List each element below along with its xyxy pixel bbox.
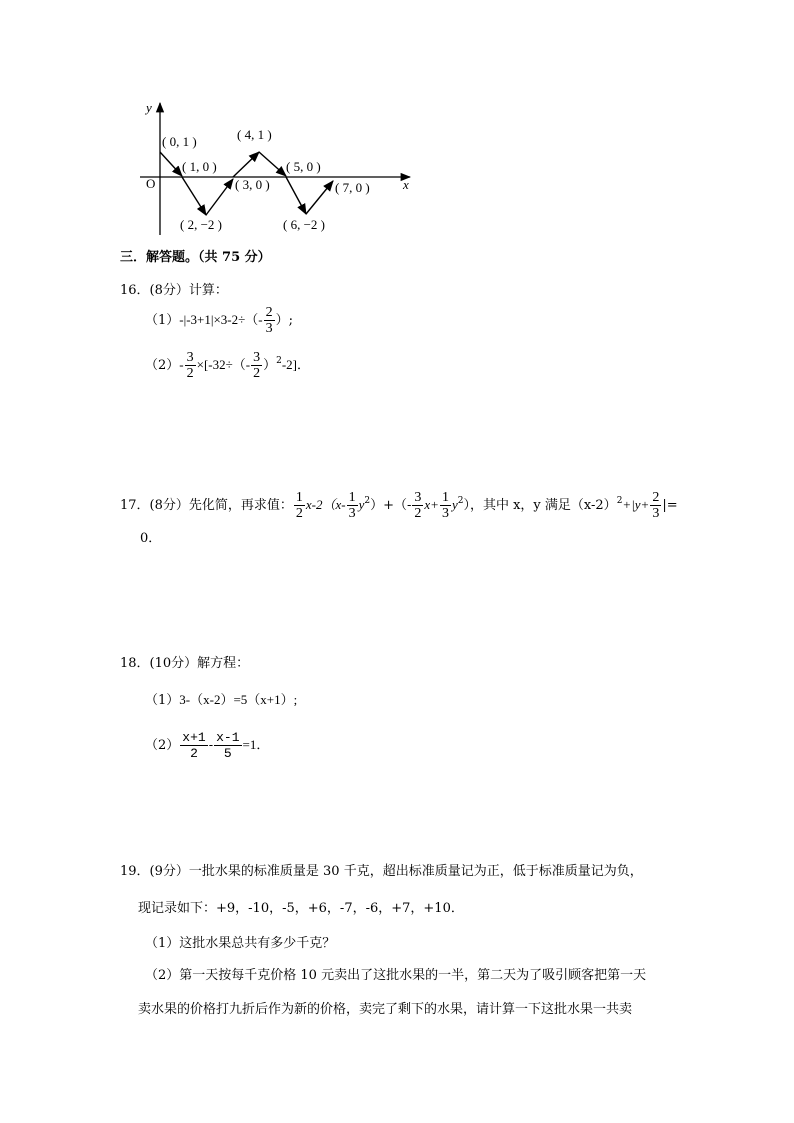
q17-fraction-5: $\frac{2}{3}$ [652, 490, 660, 521]
x-axis-label: x [403, 177, 409, 192]
point-label-0-1: ( 0, 1 ) [162, 134, 197, 149]
q16-part2-exponent: 2 [276, 356, 282, 366]
point-label-6-neg2: ( 6, −2 ) [283, 217, 325, 232]
segment-4-1-to-5-0 [259, 152, 286, 176]
point-label-5-0: ( 5, 0 ) [286, 159, 321, 174]
q19-line-5: 卖水果的价格打九折后作为新的价格，卖完了剩下的水果，请计算一下这批水果一共卖 [138, 1002, 633, 1017]
q18-part2-label: （2） [145, 738, 180, 753]
q16-part1-expression: -|-3+1|×3-2÷（ [179, 312, 259, 327]
zigzag-coordinate-graph [120, 95, 420, 240]
q16-part2: （2）- $\frac{3}{2}$ ×[-32÷（- $\frac{3}{2}$ ）$^2$-2]． [145, 350, 311, 381]
q16-part1-fraction: $\frac{2}{3}$ [265, 305, 273, 336]
segment-6-neg2-to-7-0 [306, 181, 333, 214]
q18-part2: （2） $\frac{x+1}{2}$ - $\frac{x-1}{5}$ =1． [145, 730, 270, 761]
q17-line-2: 0． [140, 531, 162, 546]
segment-1-0-to-2-neg2 [182, 177, 206, 215]
point-label-7-0: ( 7, 0 ) [335, 180, 370, 195]
q18-part2-fraction-1: $\frac{x+1}{2}$ [182, 730, 206, 761]
q18-part2-tail: =1． [242, 737, 270, 752]
q17-line-1: 17．(8分）先化简，再求值： $\frac{1}{2}$ x-2（x- $\frac{1}{3}$ $y^2)+(-$ $\frac{3}{2}$ x+ $\frac{1}{3}$ $y^2$），其中 x，y 满足$(x-2)^2+|y+$ $\frac{2}{3}$ |= [120, 490, 678, 521]
q16-part1: （1）-|-3+1|×3-2÷（- $\frac{2}{3}$ ）; [145, 305, 294, 336]
origin-label: O [146, 176, 156, 191]
q17-heading: 17．(8分）先化简，再求值： [120, 498, 293, 513]
segment-3-0-to-4-1 [233, 152, 259, 177]
q19-line-4: （2）第一天按每千克价格 10 元卖出了这批水果的一半，第二天为了吸引顾客把第一天 [145, 968, 647, 983]
q17-fraction-4: $\frac{1}{3}$ [441, 490, 449, 521]
q16-part2-label: （2） [145, 358, 180, 373]
segment-2-neg2-to-3-0 [206, 179, 233, 215]
section-3-heading: 三．解答题。（共 75 分） [120, 250, 271, 265]
q16-part2-middle: ×[-32÷（ [196, 357, 246, 372]
q18-part1 [145, 690, 297, 711]
q19-line-3: （1）这批水果总共有多少千克？ [145, 936, 336, 951]
segment-0-1-to-1-0 [160, 152, 182, 176]
q18-part1-expression: 3-（x-2）=5（x+1）; [179, 692, 298, 707]
q17-fraction-2: $\frac{1}{3}$ [348, 490, 356, 521]
q19-line-1: 19．(9分）一批水果的标准质量是 30 千克，超出标准质量记为正，低于标准质量记为负， [120, 864, 643, 879]
q17-fraction-3: $\frac{3}{2}$ [414, 490, 422, 521]
q18-heading: 18．(10分）解方程： [120, 656, 250, 671]
segment-5-0-to-6-neg2 [286, 177, 306, 214]
q16-part2-fraction-1: $\frac{3}{2}$ [186, 350, 194, 381]
q16-part1-tail: ）; [275, 313, 294, 328]
point-label-1-0: ( 1, 0 ) [182, 159, 217, 174]
y-axis-label: y [146, 100, 152, 115]
point-label-3-0: ( 3, 0 ) [235, 177, 270, 192]
q17-fraction-1: $\frac{1}{2}$ [295, 490, 303, 521]
q16-part1-label: （1） [145, 313, 180, 328]
q18-part2-fraction-2: $\frac{x-1}{5}$ [216, 730, 240, 761]
q16-part2-fraction-2: $\frac{3}{2}$ [253, 350, 261, 381]
q18-part1-label: （1） [145, 693, 180, 708]
point-label-4-1: ( 4, 1 ) [237, 127, 272, 142]
point-label-2-neg2: ( 2, −2 ) [180, 217, 222, 232]
q16-heading: 16．(8分）计算： [120, 283, 228, 298]
q19-line-2: 现记录如下：+9，-10，-5，+6，-7，-6，+7，+10． [138, 901, 464, 916]
q16-part2-tail: -2]． [281, 357, 311, 372]
